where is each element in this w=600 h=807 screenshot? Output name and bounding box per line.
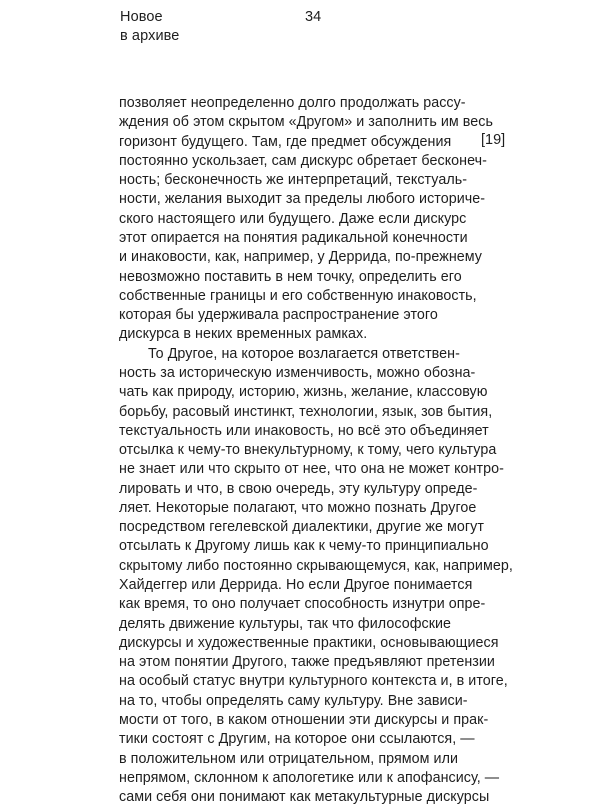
page-number: 34 — [305, 9, 322, 25]
text-line: на то, чтобы определять саму культуру. Вне зависи- — [119, 692, 468, 709]
text-line: делять движение культуры, так что философские — [119, 615, 452, 632]
text-line: ность; бесконечность же интерпретаций, текстуаль- — [119, 172, 468, 189]
text-line: отсылка к чему-то внекультурному, к тому, чего культура — [119, 442, 497, 459]
text-line: этот опирается на понятия радикальной конечности — [119, 229, 468, 246]
text-line: непрямом, склонном к апологетике или к апофансису, — — [119, 769, 500, 786]
text-line: сами себя они понимают как метакультурные дискурсы — [119, 789, 490, 806]
running-header-title — [120, 8, 179, 46]
text-line: на этом понятии Другого, также предъявляют претензии — [119, 654, 495, 671]
text-line: тики состоят с Другим, на которое они ссылаются, — — [119, 731, 475, 748]
text-line: отсылать к Другому лишь как к чему-то принципиально — [119, 538, 489, 555]
text-line: скрытому либо постоянно скрывающемуся, как, например, — [119, 557, 513, 574]
margin-reference: [19] — [481, 132, 506, 148]
text-line: лировать и что, в свою очередь, эту культуру опреде- — [119, 480, 478, 497]
text-line: текстуальность или инаковость, но всё это объединяет — [119, 422, 489, 439]
text-line: То Другое, на которое возлагается ответствен- — [148, 345, 460, 362]
text-line: позволяет неопределенно долго продолжать рассу- — [119, 95, 466, 111]
text-line: ского настоящего или будущего. Даже если дискурс — [119, 210, 467, 227]
text-line: посредством гегелевской диалектики, другие же могут — [119, 519, 484, 536]
text-line: в положительном или отрицательном, прямом или — [119, 750, 459, 767]
text-line: невозможно поставить в нем точку, определить его — [119, 268, 462, 285]
text-line: ждения об этом скрытом «Другом» и заполнить им весь — [119, 114, 493, 131]
paragraph — [119, 345, 513, 807]
text-line: горизонт будущего. Там, где предмет обсуждения — [119, 133, 452, 150]
text-line: как время, то оно получает способность изнутри опре- — [119, 596, 486, 613]
text-line: и инаковости, как, например, у Деррида, по-прежнему — [119, 249, 483, 266]
text-line: ность за историческую изменчивость, можно обозна- — [119, 364, 476, 381]
text-line: постоянно ускользает, сам дискурс обретает бесконеч- — [119, 152, 487, 169]
text-line: которая бы удерживала распространение этого — [119, 307, 438, 324]
text-line: дискурса в неких временных рамках. — [119, 326, 368, 343]
text-line: ности, желания выходит за пределы любого историче- — [119, 191, 486, 208]
text-line: Хайдеггер или Деррида. Но если Другое понимается — [119, 577, 473, 594]
paragraph — [119, 94, 493, 345]
text-line: мости от того, в каком отношении эти дискурсы и прак- — [119, 712, 489, 728]
text-line: собственные границы и его собственную инаковость, — [119, 287, 477, 304]
text-line: не знает или что скрыто от нее, что она не может контро- — [119, 461, 504, 478]
running-header-title-line: в архиве — [120, 28, 180, 44]
text-line: дискурсы и художественные практики, основывающиеся — [119, 634, 499, 651]
text-line: чать как природу, историю, жизнь, желание, классовую — [119, 384, 488, 401]
text-line: борьбу, расовый инстинкт, технологии, язык, зов бытия, — [119, 403, 493, 420]
text-line: ляет. Некоторые полагают, что можно познать Другое — [119, 499, 477, 516]
running-header-title-line: Новое — [120, 9, 163, 25]
text-line: на особый статус внутри культурного контекста и, в итоге, — [119, 673, 508, 690]
